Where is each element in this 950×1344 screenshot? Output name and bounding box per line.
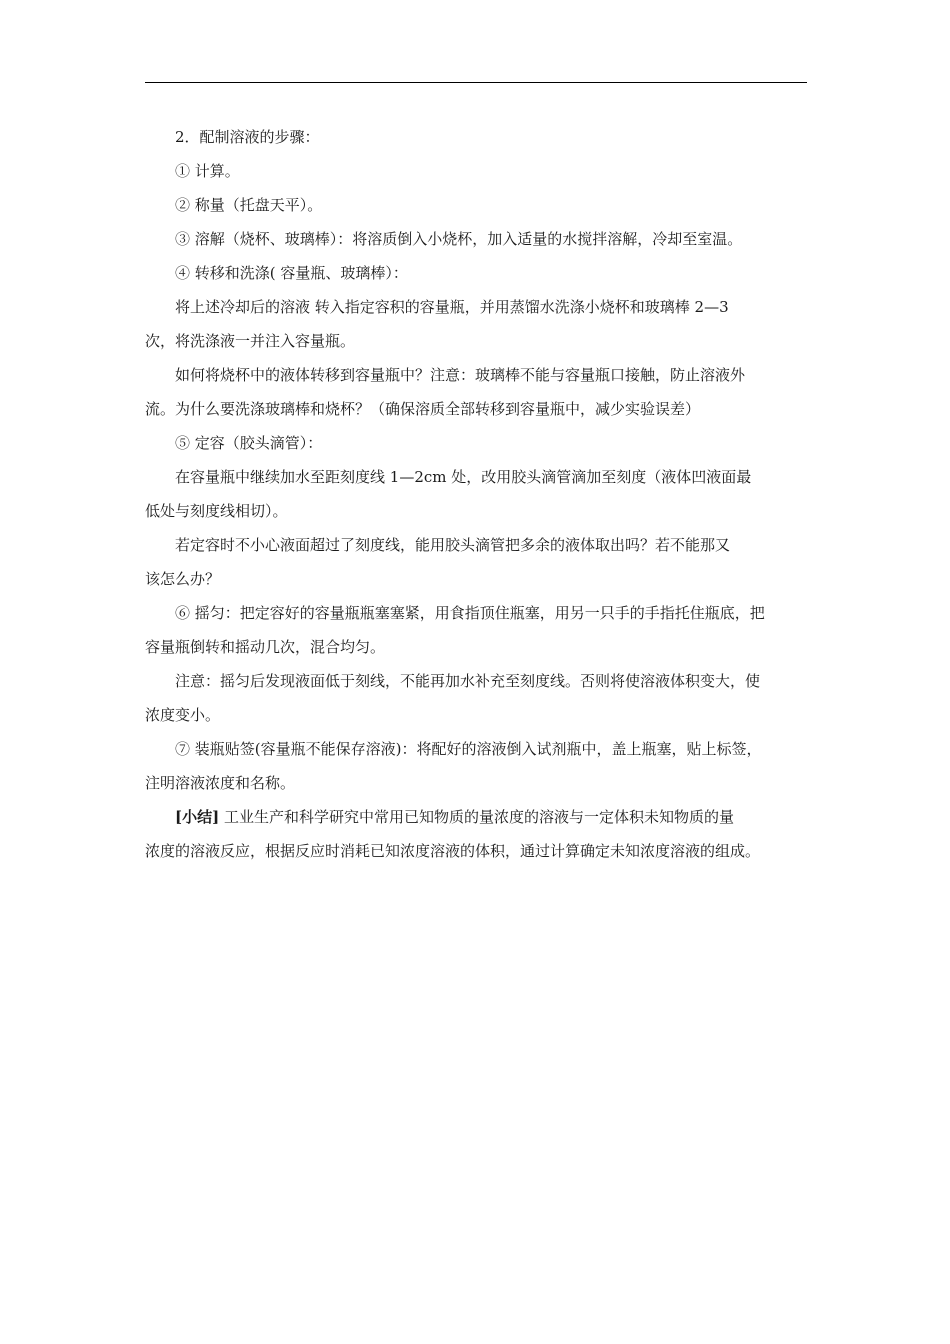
text-line: 注明溶液浓度和名称。 [145,774,296,792]
text-line: 如何将烧杯中的液体转移到容量瓶中？注意：玻璃棒不能与容量瓶口接触，防止溶液外 [175,366,746,384]
summary-text-1: 工业生产和科学研究中常用已知物质的量浓度的溶液与一定体积未知物质的量 [219,808,734,826]
text-line: 浓度变小。 [145,706,221,724]
text-line: ⑦ 装瓶贴签(容量瓶不能保存溶液)：将配好的溶液倒入试剂瓶中，盖上瓶塞，贴上标签， [175,740,762,758]
text-line: 若定容时不小心液面超过了刻度线，能用胶头滴管把多余的液体取出吗？若不能那又 [175,536,731,554]
summary-tag: [小结] [175,808,220,826]
text-line: 流。为什么要洗涤玻璃棒和烧杯？（确保溶质全部转移到容量瓶中，减少实验误差） [145,400,701,418]
text-line: ⑤ 定容（胶头滴管）： [175,434,323,452]
text-line: ⑥ 摇匀：把定容好的容量瓶瓶塞塞紧，用食指顶住瓶塞，用另一只手的手指托住瓶底，把 [175,604,765,622]
text-line: ① 计算。 [175,162,240,180]
text-line: ② 称量（托盘天平）。 [175,196,323,214]
text-line: 将上述冷却后的溶液 转入指定容积的容量瓶，并用蒸馏水洗涤小烧杯和玻璃棒 2—3 [175,298,729,316]
document-body [145,126,817,874]
text-line: ④ 转移和洗涤( 容量瓶、玻璃棒）： [175,264,408,282]
document-lines [145,126,817,794]
header-rule [145,82,807,83]
text-line: 低处与刻度线相切）。 [145,502,288,520]
text-line: 次，将洗涤液一并注入容量瓶。 [145,332,356,350]
text-line: 注意：摇匀后发现液面低于刻线，不能再加水补充至刻度线。否则将使溶液体积变大，使 [175,672,761,690]
text-line: 在容量瓶中继续加水至距刻度线 1—2cm 处，改用胶头滴管滴加至刻度（液体凹液面最 [175,468,752,486]
text-line: 2．配制溶液的步骤： [175,128,320,146]
text-line: 该怎么办？ [145,570,221,588]
text-line: 容量瓶倒转和摇动几次，混合均匀。 [145,638,386,656]
text-line: ③ 溶解（烧杯、玻璃棒）：将溶质倒入小烧杯，加入适量的水搅拌溶解，冷却至室温。 [175,230,743,248]
summary-line-2: 浓度的溶液反应，根据反应时消耗已知浓度溶液的体积，通过计算确定未知浓度溶液的组成。 [145,842,761,860]
summary-line-1 [145,806,817,828]
